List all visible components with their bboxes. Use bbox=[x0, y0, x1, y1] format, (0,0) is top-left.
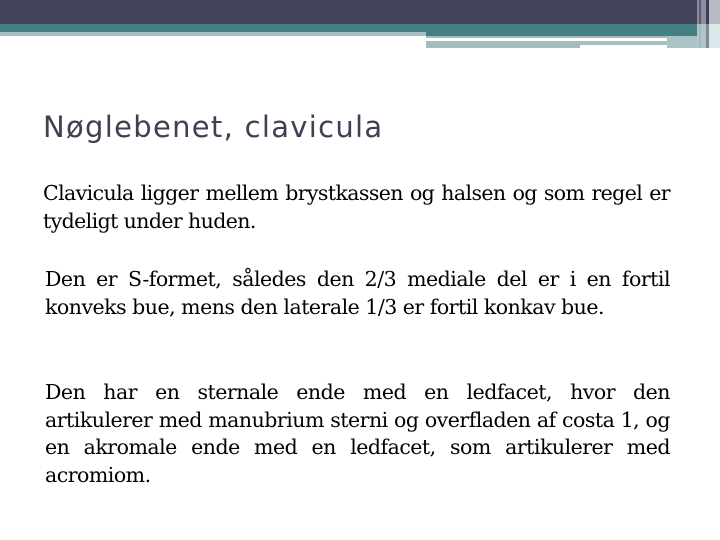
header-navy-band bbox=[0, 0, 720, 24]
header-light-strip bbox=[0, 32, 426, 36]
slide-title: Nøglebenet, clavicula bbox=[43, 110, 384, 144]
header-accent-block bbox=[667, 36, 697, 48]
body-paragraph-2: Den er S-formet, således den 2/3 mediale del er i en fortil konveks bue, mens den laterale 1/3 er fortil konkav bue. bbox=[45, 267, 670, 319]
header-teal-band bbox=[0, 24, 720, 32]
header-stripe-lower-right bbox=[709, 24, 720, 48]
body-paragraph-3: Den har en sternale ende med en ledfacet, hvor den artikulerer med manubrium sterni og overfladen af costa 1, og en akromale ende med en ledfacet, som artikulerer med acromiom. bbox=[45, 380, 670, 487]
body-paragraph-1: Clavicula ligger mellem brystkassen og halsen og som regel er tydeligt under huden. bbox=[43, 181, 670, 233]
header-accent-bar-short bbox=[426, 41, 580, 48]
header-accent-line bbox=[426, 36, 667, 38]
